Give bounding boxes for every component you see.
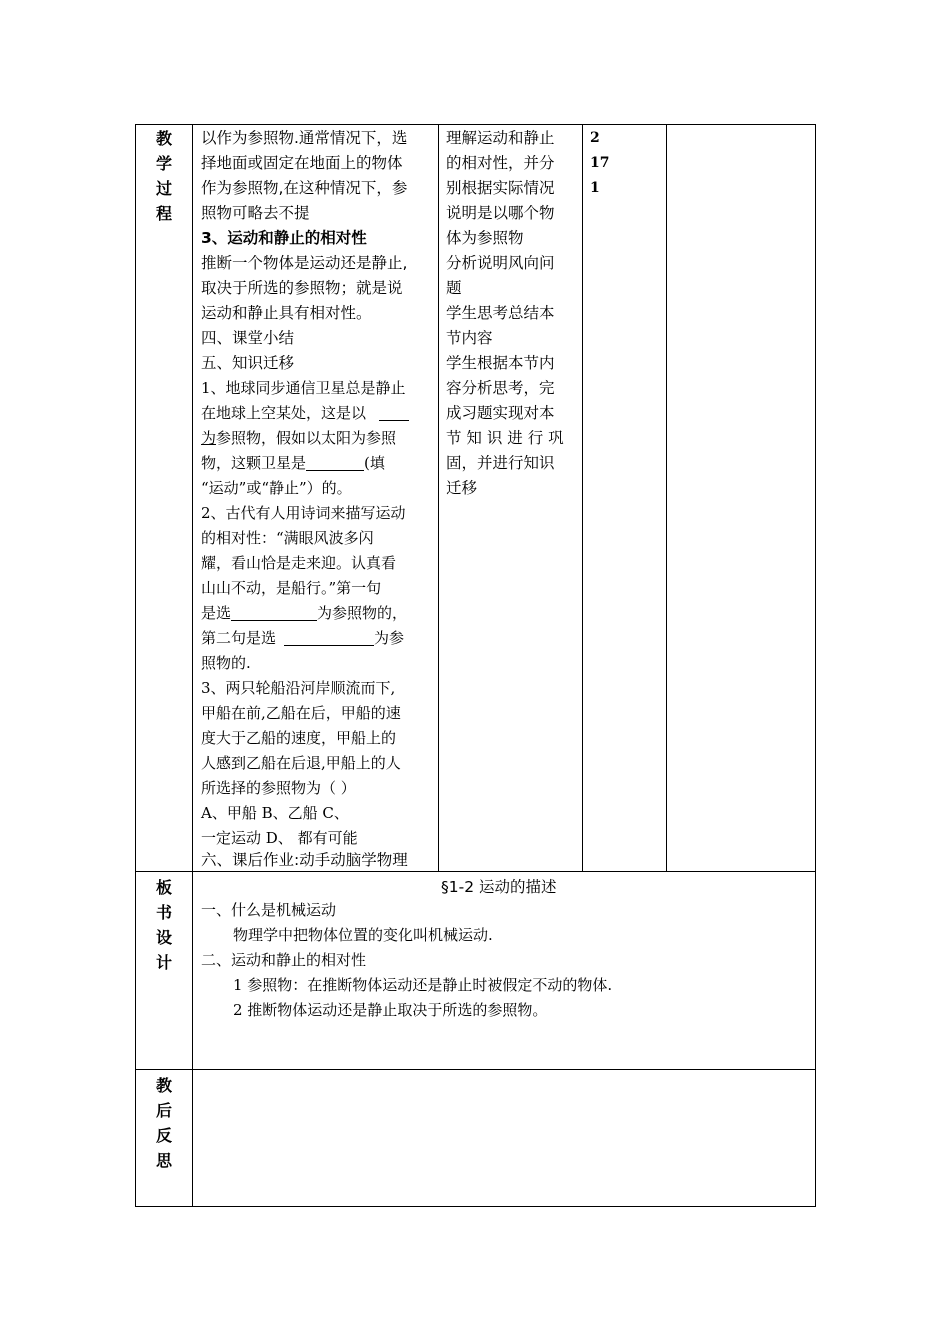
process-label-char: 过 bbox=[155, 179, 172, 198]
activity-line: 体为参照物 bbox=[446, 229, 524, 247]
question-line: 所选择的参照物为（ ） bbox=[201, 779, 356, 797]
board-label-char: 板 bbox=[155, 878, 172, 897]
board-title: §1-2 运动的描述 bbox=[441, 878, 557, 896]
question-line: 2、古代有人用诗词来描写运动 bbox=[201, 504, 406, 522]
question-text: 为 bbox=[201, 429, 217, 447]
activity-line: 节内容 bbox=[446, 329, 493, 347]
activity-line: 别根据实际情况 bbox=[446, 179, 555, 197]
question-line: 耀，看山恰是走来迎。认真看 bbox=[201, 554, 397, 572]
activity-line: 迁移 bbox=[446, 479, 478, 497]
col-divider-label bbox=[192, 124, 193, 1207]
content-line: 照物可略去不提 bbox=[201, 204, 310, 222]
question-line bbox=[201, 626, 404, 651]
question-line: 度大于乙船的速度，甲船上的 bbox=[201, 729, 397, 747]
reflection-label-char: 思 bbox=[155, 1151, 172, 1170]
question-text: 在地球上空某处，这是以 bbox=[201, 404, 367, 422]
reflection-label-char: 教 bbox=[155, 1076, 172, 1095]
answer-blank bbox=[306, 452, 364, 471]
question-line: 一定运动 D、 都有可能 bbox=[201, 829, 358, 847]
question-line bbox=[201, 451, 385, 476]
content-line: 推断一个物体是运动还是静止, bbox=[201, 254, 408, 272]
process-label-char: 学 bbox=[155, 154, 172, 173]
activity-line: 学生根据本节内 bbox=[446, 354, 555, 372]
content-line: 作为参照物,在这种情况下，参 bbox=[201, 179, 408, 197]
question-line: 甲船在前,乙船在后，甲船的速 bbox=[201, 704, 401, 722]
question-text: 为参照物的， bbox=[317, 604, 408, 622]
board-line: 1 参照物：在推断物体运动还是静止时被假定不动的物体. bbox=[233, 976, 613, 994]
board-label-char: 设 bbox=[155, 928, 172, 947]
board-line: 物理学中把物体位置的变化叫机械运动. bbox=[233, 926, 493, 944]
answer-blank bbox=[231, 602, 317, 621]
row-divider-reflection bbox=[135, 1069, 816, 1070]
board-label-char: 计 bbox=[155, 953, 172, 972]
question-text: (填 bbox=[364, 454, 385, 472]
content-line: 取决于所选的参照物；就是说 bbox=[201, 279, 403, 297]
question-line: 山山不动，是船行。”第一句 bbox=[201, 579, 382, 597]
question-line: 1、地球同步通信卫星总是静止 bbox=[201, 379, 406, 397]
activity-line: 成习题实现对本 bbox=[446, 404, 555, 422]
process-label-char: 教 bbox=[155, 129, 172, 148]
col-divider-content bbox=[438, 124, 439, 872]
question-line bbox=[201, 601, 407, 626]
activity-line: 说明是以哪个物 bbox=[446, 204, 555, 222]
question-text: 参照物，假如以太阳为参照 bbox=[216, 429, 397, 447]
process-label-char: 程 bbox=[155, 204, 172, 223]
content-line: 择地面或固定在地面上的物体 bbox=[201, 154, 403, 172]
question-line: 照物的. bbox=[201, 654, 251, 672]
board-line: 一、什么是机械运动 bbox=[201, 901, 337, 919]
question-text: 是选 bbox=[201, 604, 232, 622]
time-value: 1 bbox=[590, 180, 600, 196]
answer-blank bbox=[379, 402, 409, 421]
content-line: 运动和静止具有相对性。 bbox=[201, 304, 372, 322]
section-heading: 3、运动和静止的相对性 bbox=[201, 229, 367, 247]
question-line: “运动”或“静止”）的。 bbox=[201, 479, 352, 497]
activity-line: 分析说明风向问 bbox=[446, 254, 555, 272]
activity-line: 固，并进行知识 bbox=[446, 454, 555, 472]
activity-line: 节 知 识 进 行 巩 bbox=[446, 429, 564, 447]
question-line: 的相对性：“满眼风波多闪 bbox=[201, 529, 374, 547]
col-divider-activity bbox=[582, 124, 583, 872]
question-text: 为参 bbox=[374, 629, 405, 647]
activity-line: 题 bbox=[446, 279, 462, 297]
section-heading: 五、知识迁移 bbox=[201, 354, 295, 372]
activity-line: 理解运动和静止 bbox=[446, 129, 555, 147]
time-value: 17 bbox=[590, 155, 610, 171]
question-line bbox=[201, 401, 409, 426]
content-line: 以作为参照物.通常情况下，选 bbox=[201, 129, 408, 147]
activity-line: 学生思考总结本 bbox=[446, 304, 555, 322]
question-line: 3、两只轮船沿河岸顺流而下, bbox=[201, 679, 396, 697]
question-line: A、甲船 B、乙船 C、 bbox=[201, 804, 349, 822]
answer-blank bbox=[284, 627, 374, 646]
section-heading: 四、课堂小结 bbox=[201, 329, 295, 347]
reflection-label-char: 后 bbox=[155, 1101, 172, 1120]
activity-line: 的相对性，并分 bbox=[446, 154, 555, 172]
question-text: 第二句是选 bbox=[201, 629, 277, 647]
reflection-label-char: 反 bbox=[155, 1126, 172, 1145]
question-text: 物，这颗卫星是 bbox=[201, 454, 307, 472]
board-label-char: 书 bbox=[155, 903, 172, 922]
board-line: 2 推断物体运动还是静止取决于所选的参照物。 bbox=[233, 1001, 548, 1019]
activity-line: 容分析思考，完 bbox=[446, 379, 555, 397]
col-divider-time bbox=[666, 124, 667, 872]
time-value: 2 bbox=[590, 130, 600, 146]
question-line: 人感到乙船在后退,甲船上的人 bbox=[201, 754, 401, 772]
section-heading: 六、课后作业:动手动脑学物理 bbox=[201, 851, 408, 869]
question-line bbox=[201, 426, 396, 451]
board-line: 二、运动和静止的相对性 bbox=[201, 951, 367, 969]
